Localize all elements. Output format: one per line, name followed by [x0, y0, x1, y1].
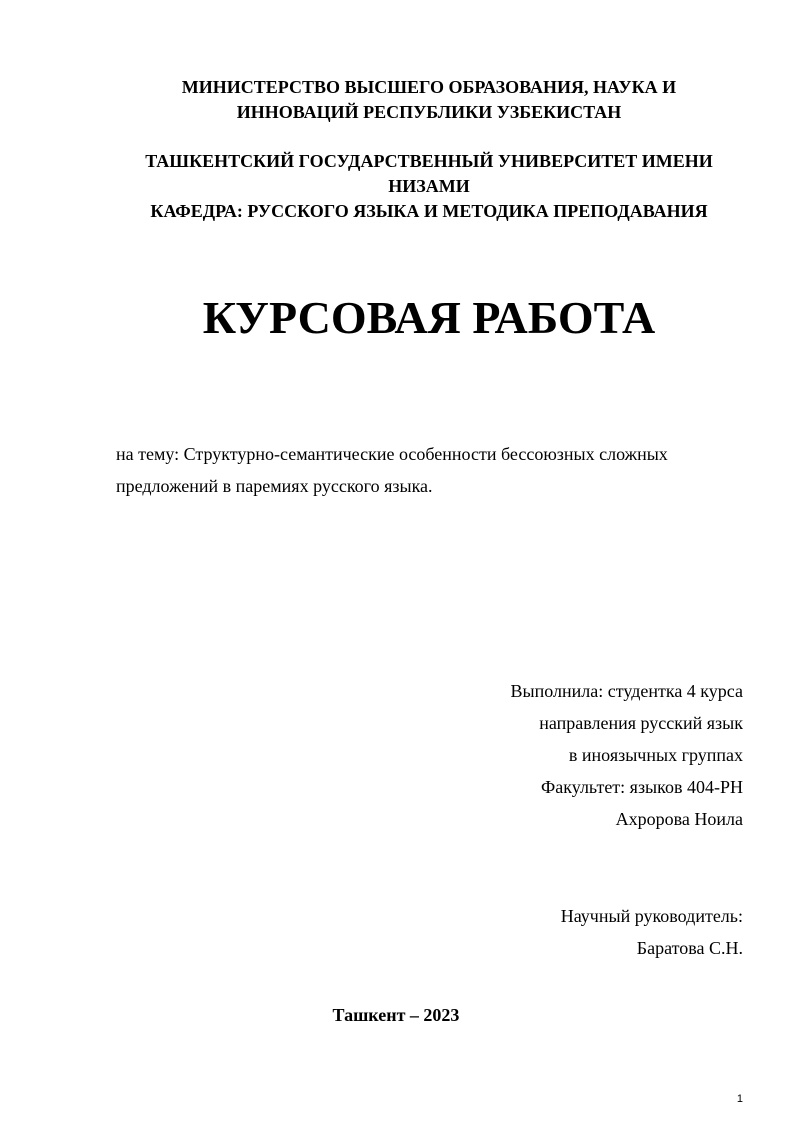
supervisor-name: Баратова С.Н.	[636, 938, 743, 958]
page-title: КУРСОВАЯ РАБОТА	[202, 292, 656, 343]
author-line-2: направления русский язык	[539, 713, 743, 733]
author-name: Ахророва Ноила	[615, 809, 743, 829]
university-line-1: ТАШКЕНТСКИЙ ГОСУДАРСТВЕННЫЙ УНИВЕРСИТЕТ ИМЕНИ	[145, 151, 713, 171]
author-line-3: в иноязычных группах	[568, 745, 743, 765]
ministry-line-2: ИННОВАЦИЙ РЕСПУБЛИКИ УЗБЕКИСТАН	[236, 102, 622, 122]
author-faculty: Факультет: языков 404-РН	[541, 777, 743, 797]
topic-text: на тему: Структурно-семантические особенности бессоюзных сложных предложений в паремиях русского языка.	[116, 444, 668, 496]
author-line-1: Выполнила: студентка 4 курса	[510, 681, 743, 701]
city-year: Ташкент – 2023	[332, 1005, 460, 1025]
ministry-line-1: МИНИСТЕРСТВО ВЫСШЕГО ОБРАЗОВАНИЯ, НАУКА И	[181, 77, 677, 97]
page-number: 1	[736, 1093, 743, 1105]
university-line-2: НИЗАМИ	[388, 176, 470, 196]
supervisor-label: Научный руководитель:	[560, 906, 743, 926]
department-line: КАФЕДРА: РУССКОГО ЯЗЫКА И МЕТОДИКА ПРЕПОДАВАНИЯ	[150, 201, 708, 221]
